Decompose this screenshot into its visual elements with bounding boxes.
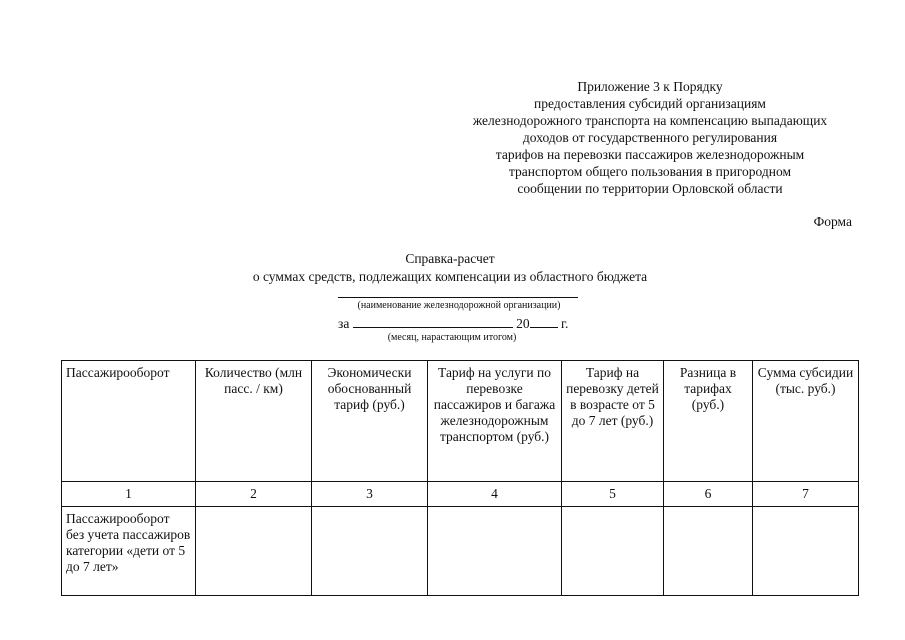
header-cell: Количество (млн пасс. / км)	[196, 361, 312, 482]
period-row	[338, 315, 568, 332]
form-label: Форма	[813, 214, 852, 229]
header-cell: Экономически обоснованный тариф (руб.)	[312, 361, 428, 482]
appendix-line: сообщении по территории Орловской области	[517, 181, 783, 196]
month-blank	[353, 315, 513, 328]
column-number: 3	[312, 482, 428, 507]
table-cell	[753, 507, 859, 596]
column-number: 4	[428, 482, 562, 507]
header-cell: Разница в тарифах (руб.)	[664, 361, 753, 482]
document-title	[200, 250, 700, 286]
column-number: 1	[62, 482, 196, 507]
appendix-line: железнодорожного транспорта на компенсацию выпадающих	[472, 113, 828, 128]
table-cell	[664, 507, 753, 596]
table-cell	[312, 507, 428, 596]
header-row	[62, 361, 859, 482]
column-number: 7	[753, 482, 859, 507]
period-prefix: за	[338, 316, 350, 331]
column-number-row	[62, 482, 859, 507]
calculation-table	[61, 360, 859, 596]
year-suffix: г.	[560, 316, 569, 331]
month-caption: (месяц, нарастающим итогом)	[387, 332, 517, 343]
appendix-line: транспортом общего пользования в пригородном	[508, 164, 792, 179]
header-cell: Тариф на перевозку детей в возрасте от 5 до 7 лет (руб.)	[562, 361, 664, 482]
appendix-line: предоставления субсидий организациям	[534, 96, 766, 111]
appendix-line: тарифов на перевозки пассажиров железнодорожным	[495, 147, 805, 162]
year-prefix: 20	[516, 316, 530, 331]
table-cell	[562, 507, 664, 596]
year-blank	[530, 315, 558, 328]
column-number: 2	[196, 482, 312, 507]
column-number: 5	[562, 482, 664, 507]
column-number: 6	[664, 482, 753, 507]
header-cell: Тариф на услуги по перевозке пассажиров и багажа железнодорожным транспортом (руб.)	[428, 361, 562, 482]
organization-name-line	[338, 297, 578, 298]
table-cell	[196, 507, 312, 596]
title-line-1: Справка-расчет	[405, 251, 495, 266]
title-line-2: о суммах средств, подлежащих компенсации из областного бюджета	[252, 269, 648, 284]
appendix-header	[440, 78, 860, 197]
table-cell	[428, 507, 562, 596]
header-cell: Сумма субсидии (тыс. руб.)	[753, 361, 859, 482]
appendix-line: Приложение 3 к Порядку	[577, 79, 723, 94]
appendix-line: доходов от государственного регулирования	[522, 130, 778, 145]
organization-caption: (наименование железнодорожной организации)	[357, 300, 561, 311]
table-row	[62, 507, 859, 596]
table-cell: Пассажирооборот без учета пассажиров категории «дети от 5 до 7 лет»	[62, 507, 196, 596]
header-cell: Пассажирооборот	[62, 361, 196, 482]
